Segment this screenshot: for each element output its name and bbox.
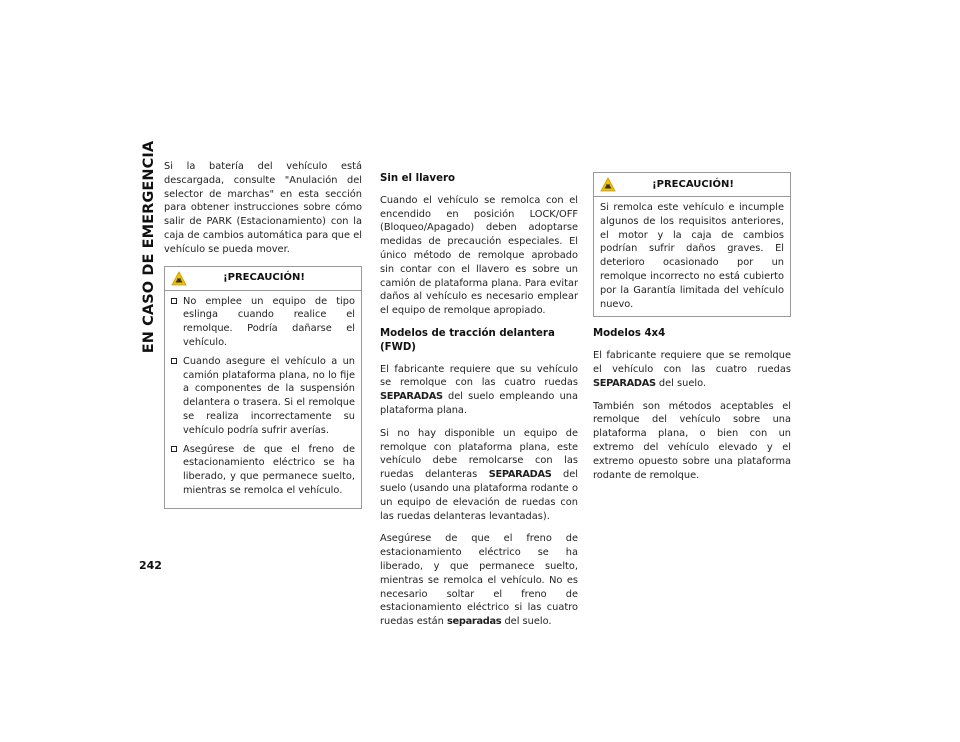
paragraph: Si no hay disponible un equipo de remolque con plataforma plana, este vehículo debe remolcarse con las ruedas delanteras SEPARADAS del suelo (usando una plataforma rodante o un equipo de elevación de ruedas con las ruedas delanteras levantadas). [380, 427, 578, 522]
column-2 [380, 172, 578, 638]
heading-fwd: Modelos de tracción delantera (FWD) [380, 327, 555, 353]
heading-4x4: Modelos 4x4 [593, 328, 666, 340]
paragraph: Cuando el vehículo se remolca con el encendido en posición LOCK/OFF (Bloqueo/Apagado) deben adoptarse medidas de precaución especiales. El único método de remolque aprobado sin contar con el llavero es sobre un camión de plataforma plana. Para evitar daños al vehículo es necesario emplear el equipo de remolque apropiado. [380, 194, 578, 317]
caution-body [165, 291, 361, 508]
paragraph: También son métodos aceptables el remolque del vehículo sobre una plataforma plana, o bien con un extremo del vehículo elevado y el extremo opuesto sobre una plataforma rodante de remolque. [593, 400, 791, 481]
caution-body [594, 197, 790, 316]
checkbox-square-icon [171, 446, 177, 452]
caution-header [165, 267, 361, 291]
caution-title: ¡PRECAUCIÓN! [223, 272, 305, 284]
caution-item: No emplee un equipo de tipo eslinga cuando realice el remolque. Podría dañarse el vehículo. [171, 295, 355, 350]
checkbox-square-icon [171, 298, 177, 304]
warning-triangle-icon [171, 271, 187, 286]
column-1 [164, 160, 362, 521]
caution-box-2 [593, 172, 791, 317]
caution-header [594, 173, 790, 197]
paragraph: El fabricante requiere que se remolque el vehículo con las cuatro ruedas SEPARADAS del suelo. [593, 350, 791, 389]
caution-item: Cuando asegure el vehículo a un camión plataforma plana, no lo fije a componentes de la suspensión delantera o trasera. Si el remolque se realiza incorrectamente su vehículo podría sufrir averías. [171, 355, 355, 438]
section-title-vertical [139, 140, 159, 354]
paragraph: Asegúrese de que el freno de estacionamiento eléctrico se ha liberado, y que permanece suelto, mientras se remolca el vehículo. No es necesario soltar el freno de estacionamiento eléctrico si las cuatro ruedas están separadas del suelo. [380, 533, 578, 628]
page-number: 242 [139, 559, 162, 572]
warning-triangle-icon [600, 177, 616, 192]
heading-sin-llavero: Sin el llavero [380, 173, 456, 184]
caution-title: ¡PRECAUCIÓN! [652, 178, 734, 190]
paragraph: El fabricante requiere que su vehículo se remolque con las cuatro ruedas SEPARADAS del suelo empleando una plataforma plana. [380, 363, 578, 416]
caution-text: Si remolca este vehículo e incumple algunos de los requisitos anteriores, el motor y la caja de cambios podrían sufrir daños graves. El deterioro ocasionado por un remolque incorrecto no está cubierto por la Garantía limitada del vehículo nuevo. [600, 202, 784, 310]
caution-item: Asegúrese de que el freno de estacionamiento eléctrico se ha liberado, y que permanece suelto, mientras se remolca el vehículo. [171, 443, 355, 498]
section-title-text: EN CASO DE EMERGENCIA [141, 140, 157, 354]
checkbox-square-icon [171, 358, 177, 364]
caution-box-1 [164, 266, 362, 509]
intro-paragraph: Si la batería del vehículo está descargada, consulte "Anulación del selector de marchas" en esta sección para obtener instrucciones sobre cómo salir de PARK (Estacionamiento) con la caja de cambios automática para que el vehículo se pueda mover. [164, 161, 362, 255]
column-3 [593, 172, 791, 491]
